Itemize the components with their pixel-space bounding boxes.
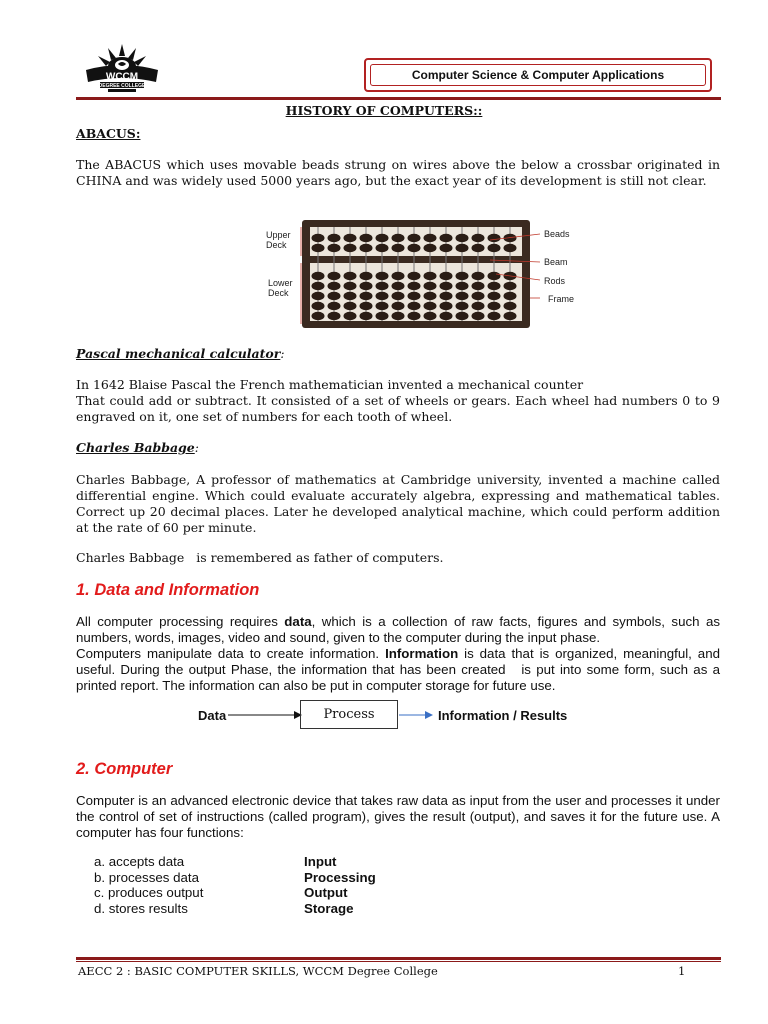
abacus-bead bbox=[360, 282, 373, 290]
abacus-bead bbox=[408, 312, 421, 320]
babbage-heading: Charles Babbage bbox=[76, 440, 195, 455]
abacus-bead bbox=[392, 244, 405, 252]
abacus-bead bbox=[312, 244, 325, 252]
abacus-bead bbox=[312, 312, 325, 320]
abacus-bead bbox=[376, 312, 389, 320]
abacus-bead bbox=[456, 302, 469, 310]
abacus-bead bbox=[472, 282, 485, 290]
abacus-bead bbox=[408, 292, 421, 300]
abacus-bead bbox=[344, 282, 357, 290]
abacus-bead bbox=[456, 282, 469, 290]
abacus-bead bbox=[440, 312, 453, 320]
abacus-bead bbox=[424, 272, 437, 280]
abacus-bead bbox=[312, 292, 325, 300]
abacus-bead bbox=[456, 312, 469, 320]
abacus-bead bbox=[344, 234, 357, 242]
abacus-bead bbox=[488, 292, 501, 300]
rods-label: Rods bbox=[544, 276, 566, 286]
section-data-information-heading: 1. Data and Information bbox=[76, 581, 260, 599]
abacus-bead bbox=[504, 312, 517, 320]
abacus-bead bbox=[328, 244, 341, 252]
course-banner bbox=[364, 58, 712, 92]
abacus-bead bbox=[424, 244, 437, 252]
abacus-bead bbox=[440, 282, 453, 290]
header-rule bbox=[76, 97, 721, 100]
upper-deck-label: Upper Deck bbox=[266, 230, 291, 250]
functions-list bbox=[94, 854, 494, 916]
abacus-bead bbox=[392, 282, 405, 290]
pascal-heading: Pascal mechanical calculator bbox=[76, 346, 281, 361]
abacus-figure bbox=[258, 216, 588, 332]
abacus-bead bbox=[328, 272, 341, 280]
abacus-bead bbox=[360, 312, 373, 320]
abacus-bead bbox=[488, 282, 501, 290]
course-title: Computer Science & Computer Applications bbox=[370, 64, 706, 86]
abacus-bead bbox=[408, 234, 421, 242]
abacus-bead bbox=[360, 234, 373, 242]
list-item: d. stores results Storage bbox=[94, 900, 354, 916]
abacus-bead bbox=[344, 292, 357, 300]
abacus-bead bbox=[344, 312, 357, 320]
babbage-paragraph: Charles Babbage, A professor of mathematics at Cambridge university, invented a machine called differential engine. Which could evaluate accurately algebra, expressing and mathematical tables. Correct up 20 decimal places. Later he developed analytical machine, which could perform addition at the rate of 60 per minute. bbox=[76, 472, 720, 535]
abacus-bead bbox=[328, 302, 341, 310]
abacus-bead bbox=[408, 302, 421, 310]
abacus-bead bbox=[424, 282, 437, 290]
abacus-bead bbox=[456, 292, 469, 300]
abacus-bead bbox=[312, 234, 325, 242]
abacus-bead bbox=[328, 282, 341, 290]
abacus-bead bbox=[472, 234, 485, 242]
abacus-bead bbox=[408, 272, 421, 280]
abacus-bead bbox=[472, 244, 485, 252]
abacus-bead bbox=[440, 234, 453, 242]
abacus-bead bbox=[392, 272, 405, 280]
abacus-bead bbox=[504, 282, 517, 290]
abacus-bead bbox=[376, 234, 389, 242]
pascal-line-2: That could add or subtract. It consisted of a set of wheels or gears. Each wheel had numbers 0 to 9 engraved on it, one set of numbers for each tooth of wheel. bbox=[76, 393, 720, 424]
abacus-bead bbox=[440, 292, 453, 300]
abacus-bead bbox=[408, 282, 421, 290]
abacus-bead bbox=[376, 282, 389, 290]
data-paragraph: All computer processing requires data, which is a collection of raw facts, figures and symbols, such as numbers, words, images, video and sound, given to the computer during the input phase. bbox=[76, 614, 720, 645]
abacus-bead bbox=[360, 292, 373, 300]
abacus-bead bbox=[360, 244, 373, 252]
abacus-bead bbox=[488, 312, 501, 320]
flow-arrow-in bbox=[228, 708, 304, 722]
footer-rule bbox=[76, 957, 721, 960]
abacus-bead bbox=[424, 292, 437, 300]
page-number: 1 bbox=[678, 964, 686, 978]
abacus-bead bbox=[376, 272, 389, 280]
abacus-bead bbox=[376, 302, 389, 310]
beam-label: Beam bbox=[544, 257, 568, 267]
abacus-paragraph: The ABACUS which uses movable beads strung on wires above the below a crossbar originated in CHINA and was widely used 5000 years ago, but the exact year of its development is still not clear. bbox=[76, 157, 720, 188]
abacus-bead bbox=[392, 312, 405, 320]
abacus-bead bbox=[392, 302, 405, 310]
abacus-bead bbox=[312, 302, 325, 310]
abacus-bead bbox=[328, 292, 341, 300]
abacus-bead bbox=[488, 302, 501, 310]
abacus-bead bbox=[440, 244, 453, 252]
abacus-bead bbox=[376, 244, 389, 252]
abacus-bead bbox=[344, 272, 357, 280]
abacus-bead bbox=[472, 272, 485, 280]
frame-label: Frame bbox=[548, 294, 575, 304]
flow-output-label: Information / Results bbox=[438, 708, 568, 723]
abacus-bead bbox=[312, 282, 325, 290]
computer-paragraph: Computer is an advanced electronic device that takes raw data as input from the user and processes it under the control of set of instructions (called program), gives the result (output), and saves it for the future use. A computer has four functions: bbox=[76, 793, 720, 840]
abacus-bead bbox=[360, 272, 373, 280]
list-item: c. produces output Output bbox=[94, 885, 348, 901]
abacus-bead bbox=[424, 312, 437, 320]
abacus-bead bbox=[392, 234, 405, 242]
abacus-bead bbox=[408, 244, 421, 252]
list-item: b. processes data Processing bbox=[94, 869, 376, 885]
list-item: a. accepts data Input bbox=[94, 854, 337, 869]
abacus-bead bbox=[488, 244, 501, 252]
abacus-bead bbox=[488, 272, 501, 280]
footer-rule-thin bbox=[76, 961, 721, 962]
flow-arrow-out bbox=[399, 708, 435, 722]
pascal-line-1: In 1642 Blaise Pascal the French mathematician invented a mechanical counter bbox=[76, 377, 584, 392]
information-paragraph: Computers manipulate data to create information. Information is data that is organized, meaningful, and useful. During the output Phase, the information that has been created is put into some form, such as a printed report. The information can also be put in computer storage for future use. bbox=[76, 646, 724, 693]
section-computer-heading: 2. Computer bbox=[76, 760, 173, 778]
abacus-bead bbox=[392, 292, 405, 300]
abacus-bead bbox=[424, 302, 437, 310]
abacus-bead bbox=[312, 272, 325, 280]
abacus-heading: ABACUS: bbox=[76, 126, 141, 141]
abacus-bead bbox=[376, 292, 389, 300]
babbage-heading-line: Charles Babbage: bbox=[76, 440, 199, 455]
pascal-heading-line: Pascal mechanical calculator: bbox=[76, 346, 285, 361]
abacus-bead bbox=[504, 292, 517, 300]
abacus-bead bbox=[504, 244, 517, 252]
abacus-bead bbox=[456, 234, 469, 242]
abacus-bead bbox=[472, 302, 485, 310]
abacus-bead bbox=[360, 302, 373, 310]
abacus-bead bbox=[472, 312, 485, 320]
abacus-bead bbox=[456, 244, 469, 252]
logo-subtitle: DEGREE COLLEGE bbox=[98, 83, 146, 89]
abacus-bead bbox=[328, 312, 341, 320]
abacus-bead bbox=[472, 292, 485, 300]
abacus-bead bbox=[328, 234, 341, 242]
footer-course: AECC 2 : BASIC COMPUTER SKILLS, WCCM Degree College bbox=[78, 964, 438, 978]
flow-data-label: Data bbox=[198, 708, 227, 723]
abacus-bead bbox=[488, 234, 501, 242]
abacus-bead bbox=[456, 272, 469, 280]
beads-label: Beads bbox=[544, 229, 570, 239]
page-title: HISTORY OF COMPUTERS:: bbox=[285, 103, 483, 118]
abacus-bead bbox=[344, 244, 357, 252]
abacus-bead bbox=[440, 302, 453, 310]
abacus-bead bbox=[504, 302, 517, 310]
logo-text: WCCM bbox=[105, 71, 139, 83]
abacus-bead bbox=[440, 272, 453, 280]
abacus-bead bbox=[424, 234, 437, 242]
flow-process-box: Process bbox=[300, 700, 398, 729]
abacus-bead bbox=[344, 302, 357, 310]
babbage-father: Charles Babbage is remembered as father of computers. bbox=[76, 550, 444, 565]
lower-deck-label: Lower Deck bbox=[268, 278, 293, 298]
